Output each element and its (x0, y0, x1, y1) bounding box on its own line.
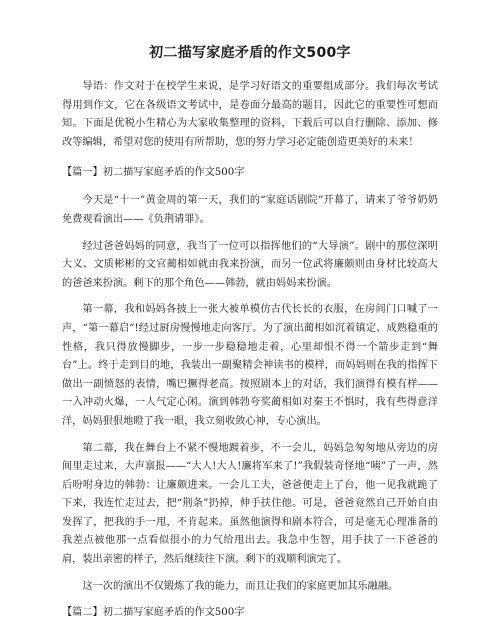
document-title: 初二描写家庭矛盾的作文500字 (149, 45, 351, 61)
section-heading-2: 【篇二】初二描写家庭矛盾的作文500字 (62, 607, 245, 619)
body-paragraph: 这一次的演出不仅锻炼了我的能力，而且让我们的家庭更加其乐融融。 (82, 580, 399, 592)
intro-paragraph: 导语：作文对于在校学生来说，是学习好语文的重要组成部分。我们每次考试得用到作文，它在各级语文考试中，是卷面分最高的题目，因此它的重要性可想而知。下面是优税小生精心为大家收集整理的资料，下载后可以自行删除、添加、修改等编辑，希望对您的使用有所帮助，您的努力学习必定能创造更美好的未来！ (62, 81, 438, 148)
section-heading-1: 【篇一】初二描写家庭矛盾的作文500字 (62, 167, 245, 179)
body-paragraph: 今天是“十一”黄金周的第一天，我们的“家庭话剧院”开幕了，请来了爷爷奶奶免费观看演出——《负荆请罪》。 (62, 195, 438, 225)
body-paragraph: 第二幕，我在舞台上不紧不慢地踱着步，不一会儿，妈妈急匆匆地从旁边的房间里走过来，大声禀报——“大人!大人!廉将军来了!”我假装奇怪地“咦”了一声，然后吩咐身边的韩勃：让廉颇进来。一会儿工夫，爸爸便走上了台，他一见我就跪了下来，我连忙走过去，把“荆条”扔掉，伸手扶住他。可是，爸爸竟然自己开始自由发挥了，把我的手一甩，不肯起来。虽然他演得和剧本符合，可是毫无心理准备的我差点被他那一点看似很小的力气给甩出去。我急中生智，用手扶了一下爸爸的肩，装出亲密的样子，然后继续往下演。剩下的戏顺利演完了。 (62, 442, 438, 566)
body-paragraph: 经过爸爸妈妈的同意，我当了一位可以指挥他们的“大导演”。剧中的那位深明大义、文质彬彬的文官蔺相如就由我来扮演，而另一位武将廉颇则由身材比较高大的爸爸来扮演。剩下的那个角色——韩勃，就由妈妈来扮演。 (62, 240, 438, 289)
body-paragraph: 第一幕，我和妈妈各披上一张大被单模仿古代长长的衣服，在房间门口喊了一声，“第一幕启”!经过厨房慢慢地走向客厅。为了演出蔺相如沉着镇定、成熟稳重的性格，我只得放慢脚步，一步一步稳稳地走着，心里却恨不得一个箭步走到“舞台”上。终于走到目的地，我装出一副聚精会神读书的模样，而妈妈则在我的指挥下做出一副愤怒的表情，嘴巴撅得老高。按照剧本上的对话，我们演得有模有样——一入冲动火爆，一人气定心闲。演到韩勃夸奖蔺相如对秦王不惧时，我有些得意洋洋，妈妈狠狠地瞪了我一眼，我立刻收敛心神，专心演出。 (62, 304, 438, 427)
